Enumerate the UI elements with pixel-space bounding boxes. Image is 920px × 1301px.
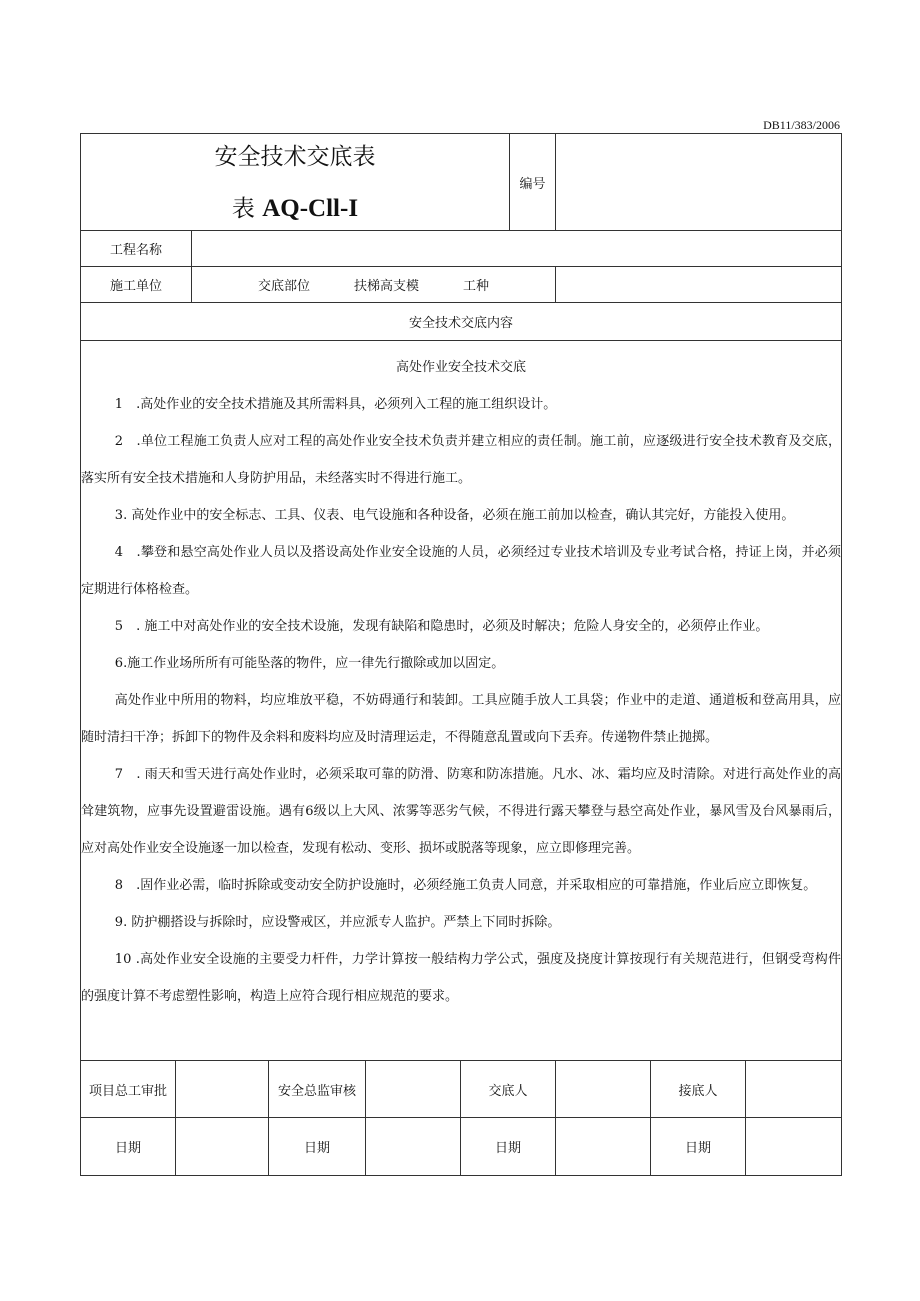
trade-field[interactable]	[556, 267, 842, 303]
form-code	[81, 190, 509, 223]
paragraph-list	[81, 386, 841, 1015]
sign-field[interactable]	[366, 1061, 461, 1118]
document-code: DB11/383/2006	[763, 118, 840, 132]
content-paragraph: 高处作业中所用的物料，均应堆放平稳，不妨碍通行和装卸。工具应随手放人工具袋；作业中的走道、通道板和登高用具，应随时清扫干净；拆卸下的物件及余料和废料均应及时清理运走，不得随意乱置或向下丢弃。传递物件禁止抛掷。	[81, 693, 842, 745]
date-field[interactable]	[176, 1118, 269, 1176]
content-paragraph: 5 . 施工中对高处作业的安全技术设施，发现有缺陷和隐患时，必须及时解决；危险人身安全的，必须停止作业。	[114, 619, 769, 634]
date-field[interactable]	[746, 1118, 842, 1176]
sign-label: 交底人	[461, 1061, 556, 1118]
content-paragraph: 6.施工作业场所所有可能坠落的物件，应一律先行撤除或加以固定。	[114, 656, 505, 671]
sign-label: 项目总工审批	[81, 1061, 176, 1118]
content-paragraph: 7 . 雨天和雪天进行高处作业时，必须采取可靠的防滑、防寒和防冻措施。凡水、冰、霜均应及时清除。对进行高处作业的高耸建筑物，应事先设置避雷设施。遇有6级以上大风、浓雾等恶劣气候，不得进行露天攀登与悬空高处作业，暴风雪及台风暴雨后，应对高处作业安全设施逐一加以检查，发现有松动、变形、损坏或脱落等现象，应立即修理完善。	[81, 767, 842, 856]
date-field[interactable]	[556, 1118, 651, 1176]
form-title: 安全技术交底表	[214, 143, 376, 170]
content-paragraph: 3. 高处作业中的安全标志、工具、仪表、电气设施和各种设备，必须在施工前加以检查，确认其完好，方能投入使用。	[114, 508, 795, 523]
content-title: 高处作业安全技术交底	[396, 360, 527, 375]
date-label: 日期	[651, 1118, 746, 1176]
content-cell	[81, 341, 842, 1061]
form-prefix: 表	[231, 195, 255, 222]
content-paragraph: 10 .高处作业安全设施的主要受力杆件，力学计算按一般结构力学公式，强度及挠度计算按现行有关规范进行，但钢受弯构件的强度计算不考虑塑性影响，构造上应符合现行相应规范的要求。	[81, 952, 842, 1004]
date-label: 日期	[461, 1118, 556, 1176]
date-label: 日期	[269, 1118, 366, 1176]
sign-label: 安全总监审核	[269, 1061, 366, 1118]
trade-label: 工种	[463, 279, 490, 294]
position-value: 扶梯高支模	[353, 279, 419, 294]
content-paragraph: 2 .单位工程施工负责人应对工程的高处作业安全技术负责并建立相应的责任制。施工前，应逐级进行安全技术教育及交底，落实所有安全技术措施和人身防护用品，未经落实时不得进行施工。	[81, 434, 842, 486]
sign-field[interactable]	[746, 1061, 842, 1118]
sign-label: 接底人	[651, 1061, 746, 1118]
sign-field[interactable]	[176, 1061, 269, 1118]
sign-field[interactable]	[556, 1061, 651, 1118]
content-paragraph: 9. 防护棚搭设与拆除时，应设警戒区，并应派专人监护。严禁上下同时拆除。	[114, 915, 561, 930]
content-label: 安全技术交底内容	[81, 303, 842, 341]
position-cell	[192, 267, 556, 303]
title-cell	[81, 134, 510, 231]
date-label: 日期	[81, 1118, 176, 1176]
content-paragraph: 8 .固作业必需，临时拆除或变动安全防护设施时，必须经施工负责人同意，并采取相应的可靠措施，作业后应立即恢复。	[114, 878, 817, 893]
project-name-field[interactable]	[192, 231, 842, 267]
content-paragraph: 4 .攀登和悬空高处作业人员以及搭设高处作业安全设施的人员，必须经过专业技术培训及专业考试合格，持证上岗，并必须定期进行体格检查。	[81, 545, 842, 597]
content-paragraph: 1 .高处作业的安全技术措施及其所需料具，必须列入工程的施工组织设计。	[114, 397, 557, 412]
position-label: 交底部位	[257, 279, 310, 294]
number-field[interactable]	[556, 134, 842, 231]
project-name-label: 工程名称	[81, 231, 192, 267]
form-code-value: AQ-Cll-I	[262, 194, 359, 222]
unit-label: 施工单位	[81, 267, 192, 303]
safety-briefing-form	[80, 133, 842, 1176]
date-field[interactable]	[366, 1118, 461, 1176]
number-label: 编号	[510, 134, 556, 231]
